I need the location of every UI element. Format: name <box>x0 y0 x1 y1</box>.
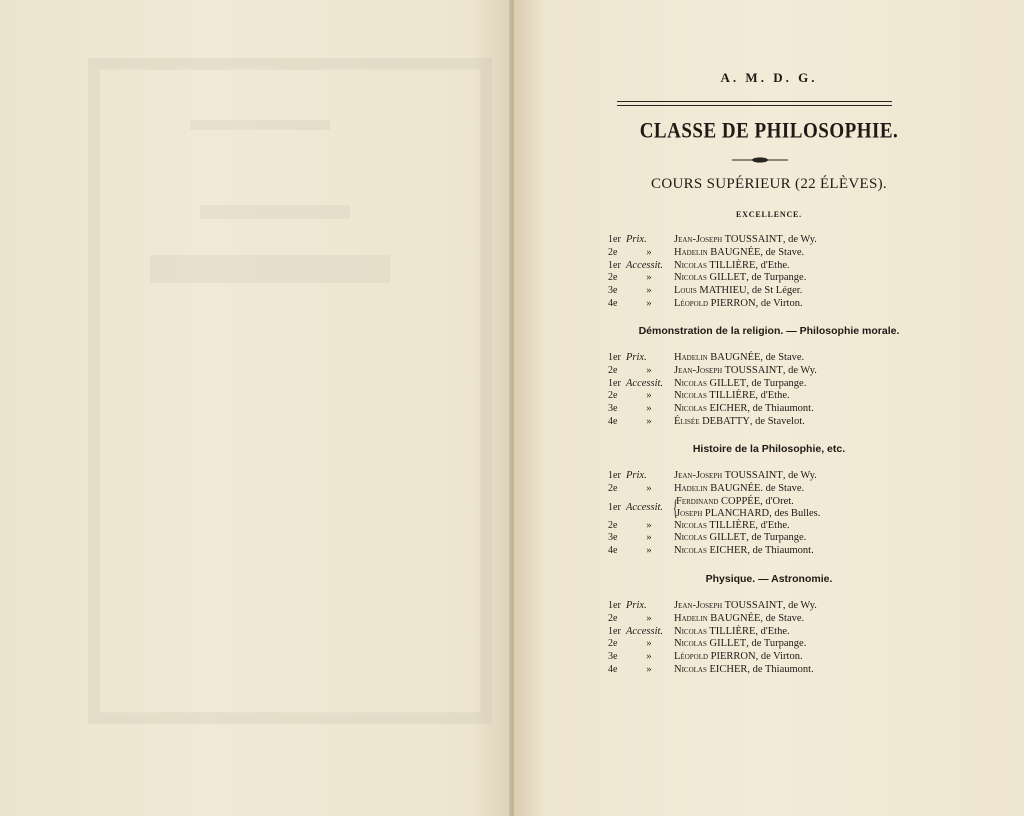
award-rank: 4e <box>608 663 618 675</box>
recipient-name: Léopold PIERRON <box>674 651 756 663</box>
ornament-divider <box>732 156 788 164</box>
recipient-place: , d'Ethe. <box>755 259 790 271</box>
award-list <box>514 352 1024 429</box>
award-rank: 3e <box>608 651 618 663</box>
award-recipient <box>674 626 790 639</box>
award-rank: 1er <box>608 470 621 481</box>
award-kind: » <box>646 545 652 557</box>
award-row <box>514 600 1024 613</box>
award-row <box>514 651 1024 664</box>
recipient-place: , de Stavelot. <box>749 415 805 427</box>
award-rank: 3e <box>608 532 618 544</box>
award-recipient <box>674 234 817 247</box>
award-row <box>514 470 1024 483</box>
award-rank: 4e <box>608 297 618 309</box>
award-rank: 2e <box>608 482 618 494</box>
award-row <box>514 483 1024 496</box>
award-recipient <box>674 651 803 664</box>
award-row-shared <box>514 496 1024 520</box>
award-recipient <box>674 298 803 311</box>
award-kind: » <box>646 482 652 494</box>
recipient-name: Jean-Joseph TOUSSAINT <box>674 364 783 376</box>
award-rank: 1er <box>608 259 621 271</box>
recipient-place: , de Virton. <box>755 651 803 663</box>
recipient-name: Nicolas TILLIÈRE <box>674 259 756 271</box>
award-kind: » <box>646 415 652 427</box>
page-title: CLASSE DE PHILOSOPHIE. <box>639 119 899 144</box>
award-list <box>514 234 1024 311</box>
recipient-name: Ferdinand COPPÉE <box>676 495 761 507</box>
award-recipient <box>674 613 804 626</box>
award-rank: 4e <box>608 545 618 557</box>
recipient-place: , d'Ethe. <box>755 519 790 531</box>
section-heading: Démonstration de la religion. — Philosophie morale. <box>638 325 900 337</box>
recipient-name: Élisée DEBATTY <box>674 415 750 427</box>
award-row <box>514 532 1024 545</box>
page-content <box>514 0 1024 816</box>
award-recipient <box>674 470 817 483</box>
bleed-through-line <box>190 120 330 130</box>
recipient-place: , des Bulles. <box>769 508 821 520</box>
award-recipient <box>674 403 814 416</box>
award-recipient <box>674 483 804 496</box>
recipient-name: Léopold PIERRON <box>674 297 756 309</box>
bleed-through-line <box>150 255 390 283</box>
recipient-place: , de Virton. <box>755 297 803 309</box>
award-row <box>514 365 1024 378</box>
award-kind: » <box>646 532 652 544</box>
right-page <box>514 0 1024 816</box>
recipient-name: Nicolas GILLET <box>674 272 747 284</box>
recipient-place: . de Stave. <box>760 482 805 494</box>
award-rank: 3e <box>608 403 618 415</box>
award-recipient <box>674 545 814 558</box>
recipient-name: Nicolas TILLIÈRE <box>674 625 756 637</box>
award-list <box>514 470 1024 558</box>
award-recipient <box>674 352 804 365</box>
award-kind: » <box>646 638 652 650</box>
award-rank: 3e <box>608 285 618 297</box>
recipient-name: Nicolas GILLET <box>674 377 747 389</box>
award-recipient <box>674 532 806 545</box>
award-kind: » <box>646 246 652 258</box>
recipient-name: Nicolas GILLET <box>674 638 747 650</box>
award-kind: Accessit. <box>626 625 664 637</box>
award-kind: Accessit. <box>626 501 664 513</box>
award-row <box>514 234 1024 247</box>
award-rank: 2e <box>608 364 618 376</box>
award-kind: Accessit. <box>626 377 664 389</box>
recipient-name: Hadelin BAUGNÉE <box>674 482 761 494</box>
award-rank: 1er <box>608 600 621 611</box>
award-recipient <box>674 638 806 651</box>
award-kind: Prix. <box>626 470 647 481</box>
award-rank: 2e <box>608 612 618 624</box>
award-row <box>514 664 1024 677</box>
double-rule-divider <box>617 101 892 106</box>
recipient-place: , de Stave. <box>760 246 805 258</box>
award-rank: 1er <box>608 377 621 389</box>
award-rank: 2e <box>608 390 618 402</box>
recipient-place: , de Thiaumont. <box>747 663 814 675</box>
award-recipient <box>674 664 814 677</box>
recipient-place: , de St Léger. <box>746 285 803 297</box>
recipient-name: Joseph PLANCHARD <box>676 508 770 520</box>
recipient-name: Nicolas EICHER <box>674 663 748 675</box>
recipient-name: Hadelin BAUGNÉE <box>674 612 761 624</box>
recipient-name: Jean-Joseph TOUSSAINT <box>674 234 783 245</box>
award-kind: » <box>646 519 652 531</box>
award-rank: 1er <box>608 625 621 637</box>
award-row <box>514 260 1024 273</box>
recipient-place: , de Wy. <box>782 234 817 245</box>
recipient-place: , de Stave. <box>760 612 805 624</box>
award-rank: 1er <box>608 501 621 513</box>
section-heading: Histoire de la Philosophie, etc. <box>692 443 846 455</box>
award-kind: » <box>646 403 652 415</box>
page-subtitle: COURS SUPÉRIEUR (22 ÉLÈVES). <box>651 176 887 192</box>
award-kind: » <box>646 612 652 624</box>
brace-icon: { <box>672 494 678 520</box>
recipient-name: Nicolas TILLIÈRE <box>674 519 756 531</box>
recipient-name: Jean-Joseph TOUSSAINT <box>674 470 783 481</box>
recipient-name: Nicolas GILLET <box>674 532 747 544</box>
motto: A. M. D. G. <box>720 70 818 85</box>
award-kind: Prix. <box>626 600 647 611</box>
award-kind: Accessit. <box>626 259 664 271</box>
award-recipient <box>674 520 790 533</box>
award-row <box>514 285 1024 298</box>
award-row <box>514 545 1024 558</box>
award-kind: » <box>646 663 652 675</box>
recipient-name: Louis MATHIEU <box>674 285 747 297</box>
award-kind: » <box>646 364 652 376</box>
recipient-name: Hadelin BAUGNÉE <box>674 352 761 363</box>
award-kind: » <box>646 285 652 297</box>
recipient-place: , de Turpange. <box>746 638 807 650</box>
award-recipient <box>674 600 817 613</box>
award-rank: 2e <box>608 638 618 650</box>
recipient-name: Nicolas EICHER <box>674 545 748 557</box>
award-kind: Prix. <box>626 234 647 245</box>
award-recipient <box>676 496 820 509</box>
award-row <box>514 378 1024 391</box>
award-rank: 2e <box>608 272 618 284</box>
recipient-name: Jean-Joseph TOUSSAINT <box>674 600 783 611</box>
section-heading: EXCELLENCE. <box>736 210 802 219</box>
award-row <box>514 613 1024 626</box>
recipient-place: , de Turpange. <box>746 377 807 389</box>
bleed-through-frame <box>88 58 492 724</box>
award-recipient <box>674 247 804 260</box>
award-recipient <box>674 378 806 391</box>
award-list <box>514 600 1024 677</box>
recipient-name: Nicolas TILLIÈRE <box>674 390 756 402</box>
award-rank: 1er <box>608 234 621 245</box>
award-row <box>514 638 1024 651</box>
recipient-name: Hadelin BAUGNÉE <box>674 246 761 258</box>
award-row <box>514 416 1024 429</box>
recipient-place: , de Wy. <box>782 600 817 611</box>
recipient-place: , de Turpange. <box>746 272 807 284</box>
recipient-place: , de Thiaumont. <box>747 545 814 557</box>
award-rank: 4e <box>608 415 618 427</box>
award-recipient-stack <box>676 496 820 521</box>
award-kind: » <box>646 297 652 309</box>
award-recipient <box>674 416 805 429</box>
recipient-place: , d'Oret. <box>760 495 794 507</box>
award-row <box>514 626 1024 639</box>
recipient-place: , de Stave. <box>760 352 805 363</box>
award-kind: Prix. <box>626 352 647 363</box>
award-rank: 1er <box>608 352 621 363</box>
award-row <box>514 352 1024 365</box>
recipient-name: Nicolas EICHER <box>674 403 748 415</box>
award-row <box>514 272 1024 285</box>
award-kind: » <box>646 272 652 284</box>
award-recipient <box>674 285 802 298</box>
award-kind: » <box>646 651 652 663</box>
award-row <box>514 403 1024 416</box>
section-heading: Physique. — Astronomie. <box>705 573 833 585</box>
award-row <box>514 390 1024 403</box>
award-recipient <box>674 365 817 378</box>
award-recipient <box>674 390 790 403</box>
award-rank: 2e <box>608 246 618 258</box>
recipient-place: , d'Ethe. <box>755 390 790 402</box>
award-recipient <box>674 272 806 285</box>
bleed-through-line <box>200 205 350 219</box>
recipient-place: , de Thiaumont. <box>747 403 814 415</box>
award-row <box>514 520 1024 533</box>
recipient-place: , de Turpange. <box>746 532 807 544</box>
award-recipient <box>674 260 790 273</box>
recipient-place: , d'Ethe. <box>755 625 790 637</box>
award-row <box>514 298 1024 311</box>
recipient-place: , de Wy. <box>782 470 817 481</box>
recipient-place: , de Wy. <box>782 364 817 376</box>
award-rank: 2e <box>608 519 618 531</box>
award-kind: » <box>646 390 652 402</box>
award-row <box>514 247 1024 260</box>
